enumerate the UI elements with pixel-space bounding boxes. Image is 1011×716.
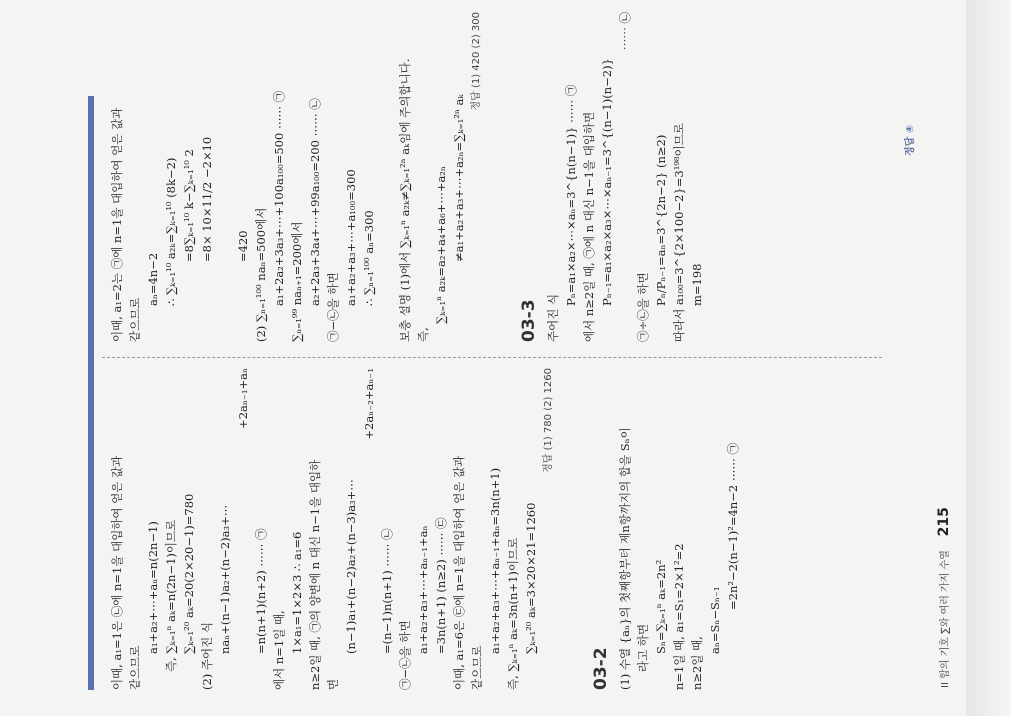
solution-line: (2) 주어진 식 bbox=[200, 621, 214, 690]
solution-line: Sₙ=∑ₖ₌₁ⁿ aₖ=2n² bbox=[654, 559, 668, 654]
solution-line: ㉠−㉡을 하면 bbox=[398, 620, 412, 690]
final-answer bbox=[900, 125, 920, 156]
solution-line: ∴ ∑ₖ₌₁¹⁰ a₂ₖ=∑ₖ₌₁¹⁰ (8k−2) bbox=[164, 157, 178, 306]
solution-line: n≥2일 때, ㉠의 양변에 n 대신 n−1을 대입하 bbox=[308, 459, 322, 690]
solution-line: 보충 설명 (1)에서 ∑ₖ₌₁ⁿ a₂ₖ≠∑ₖ₌₁²ⁿ aₖ임에 주의합니다. bbox=[398, 58, 412, 342]
solution-line: 03-3 bbox=[519, 299, 539, 342]
solution-line: =n(n+1)(n+2) ⋯⋯ ㉠ bbox=[254, 528, 268, 654]
solution-line: 03-2 bbox=[591, 647, 611, 690]
solution-line bbox=[558, 368, 586, 690]
solution-line: 따라서 a₁₀₀=3^{2×100−2}=3¹⁹⁸이므로 bbox=[672, 123, 686, 342]
solution-line: n=1일 때, a₁=S₁=2×1²=2 bbox=[672, 543, 686, 690]
solution-line: =420 bbox=[236, 230, 250, 262]
solution-line: m=198 bbox=[690, 263, 704, 306]
solution-line: ∑ₖ₌₁ⁿ a₂ₖ=a₂+a₄+a₆+⋯+a₂ₙ bbox=[434, 166, 448, 324]
solution-line: =8∑ₖ₌₁¹⁰ k−∑ₖ₌₁¹⁰ 2 bbox=[182, 149, 196, 262]
solution-line: 이때, a₁=6은 ㉢에 n=1을 대입하여 얻은 값과 bbox=[452, 455, 466, 690]
solution-line: ≠a₁+a₂+a₃+⋯+a₂ₙ=∑ₖ₌₁²ⁿ aₖ bbox=[452, 94, 466, 262]
solution-line: =(n−1)n(n+1) ⋯⋯ ㉡ bbox=[380, 528, 394, 654]
solution-line: Pₙ₋₁=a₁×a₂×a₃×⋯×aₙ₋₁=3^{(n−1)(n−2)} bbox=[600, 58, 614, 306]
solution-line: 에서 n=1일 때, bbox=[272, 610, 286, 690]
chapter-title: II 합의 기호 ∑와 여러 가지 수열 bbox=[940, 550, 951, 688]
solution-line: 이때, a₁=1은 ㉡에 n=1을 대입하여 얻은 값과 bbox=[110, 455, 124, 690]
section-accent-bar bbox=[88, 96, 94, 690]
solution-line: a₂+2a₃+3a₄+⋯+99a₁₀₀=200 ⋯⋯ ㉡ bbox=[308, 98, 322, 306]
solution-line: 라고 하면 bbox=[636, 623, 650, 672]
solution-line: a₁+a₂+⋯+aₙ=n(2n−1) bbox=[146, 521, 160, 654]
solution-line: Pₙ=a₁×a₂×⋯×aₙ=3^{n(n−1)} ⋯⋯ ㉠ bbox=[564, 84, 578, 306]
solution-line: naₙ+(n−1)a₂+(n−2)a₃+⋯ bbox=[218, 504, 232, 654]
solution-line: 같으므로 bbox=[128, 297, 142, 342]
solution-line: aₙ=Sₙ−Sₙ₋₁ bbox=[708, 586, 722, 654]
solution-line: n≥2일 때, bbox=[690, 636, 704, 690]
solution-line: ㉠−㉡을 하면 bbox=[326, 272, 340, 342]
solution-line: =2n²−2(n−1)²=4n−2 ⋯⋯ ㉠ bbox=[726, 443, 740, 610]
solution-line: a₁+a₂+a₃+⋯+aₙ₋₁+aₙ=3n(n+1) bbox=[488, 467, 502, 654]
final-answer-label: 정답 ④ bbox=[905, 124, 916, 156]
solution-line: 주어진 식 bbox=[546, 293, 560, 342]
solution-line: ㉠÷㉡을 하면 bbox=[636, 272, 650, 342]
solution-line: ⋯⋯ ㉡ bbox=[618, 12, 632, 51]
solution-line bbox=[216, 12, 234, 342]
solution-line: a₁+2a₂+3a₃+⋯+100a₁₀₀=500 ⋯⋯ ㉠ bbox=[272, 90, 286, 306]
solution-line: 즉, ∑ₖ₌₁ⁿ aₖ=n(2n−1)이므로 bbox=[164, 519, 178, 672]
solution-line: (n−1)a₁+(n−2)a₂+(n−3)a₃+⋯ bbox=[344, 479, 358, 654]
solution-line: ∑ₖ₌₁²⁰ aₖ=20(2×20−1)=780 bbox=[182, 493, 196, 654]
solution-line: ∑ₙ₌₁⁹⁹ naₙ₊₁=200에서 bbox=[290, 221, 304, 342]
solution-line: a₁+a₂+a₃+⋯+aₙ₋₁+aₙ bbox=[416, 525, 430, 654]
solution-line: 같으므로 bbox=[128, 645, 142, 690]
solution-line: 즉, ∑ₖ₌₁ⁿ aₖ=3n(n+1)이므로 bbox=[506, 537, 520, 690]
left-solution-column bbox=[108, 368, 742, 690]
solution-line bbox=[378, 12, 396, 342]
solution-line: 이때, a₁=2는 ㉠에 n=1을 대입하여 얻은 값과 bbox=[110, 107, 124, 342]
column-divider bbox=[102, 357, 882, 358]
solution-line: 정답 (1) 420 (2) 300 bbox=[471, 12, 482, 111]
solution-line: (2) ∑ₙ₌₁¹⁰⁰ naₙ=500에서 bbox=[254, 207, 268, 342]
solution-line: =8× 10×11/2 −2×10 bbox=[200, 136, 214, 262]
right-solution-column bbox=[108, 12, 706, 342]
solution-line: +2aₙ₋₂+aₙ₋₁ bbox=[362, 368, 376, 440]
solution-line: 정답 (1) 780 (2) 1260 bbox=[543, 368, 554, 473]
page-number: 215 bbox=[936, 507, 952, 537]
solution-line: ∑ₖ₌₁²⁰ aₖ=3×20×21=1260 bbox=[524, 502, 538, 654]
solution-line: 1×a₁=1×2×3 ∴ a₁=6 bbox=[290, 531, 304, 654]
solution-line: 에서 n≥2일 때, ㉠에 n 대신 n−1을 대입하면 bbox=[582, 111, 596, 342]
solution-line: ∴ ∑ₙ₌₁¹⁰⁰ aₙ=300 bbox=[362, 210, 376, 306]
solution-line: (1) 수열 {aₙ}의 첫째항부터 제n항까지의 합을 Sₙ이 bbox=[618, 427, 632, 690]
solution-line: 같으므로 bbox=[470, 645, 484, 690]
solution-line: +2aₙ₋₁+aₙ bbox=[236, 368, 250, 429]
solution-line: 면 bbox=[326, 678, 340, 690]
solution-line: =3n(n+1) (n≥2) ⋯⋯ ㉢ bbox=[434, 517, 448, 654]
solution-line: 즉, bbox=[416, 327, 430, 342]
solution-line: a₁+a₂+a₃+⋯+a₁₀₀=300 bbox=[344, 169, 358, 306]
solution-line: aₙ=4n−2 bbox=[146, 252, 160, 306]
solution-line: Pₙ/Pₙ₋₁=aₙ=3^{2n−2} (n≥2) bbox=[654, 134, 668, 306]
solution-line bbox=[486, 12, 514, 342]
page-footer bbox=[935, 28, 955, 688]
